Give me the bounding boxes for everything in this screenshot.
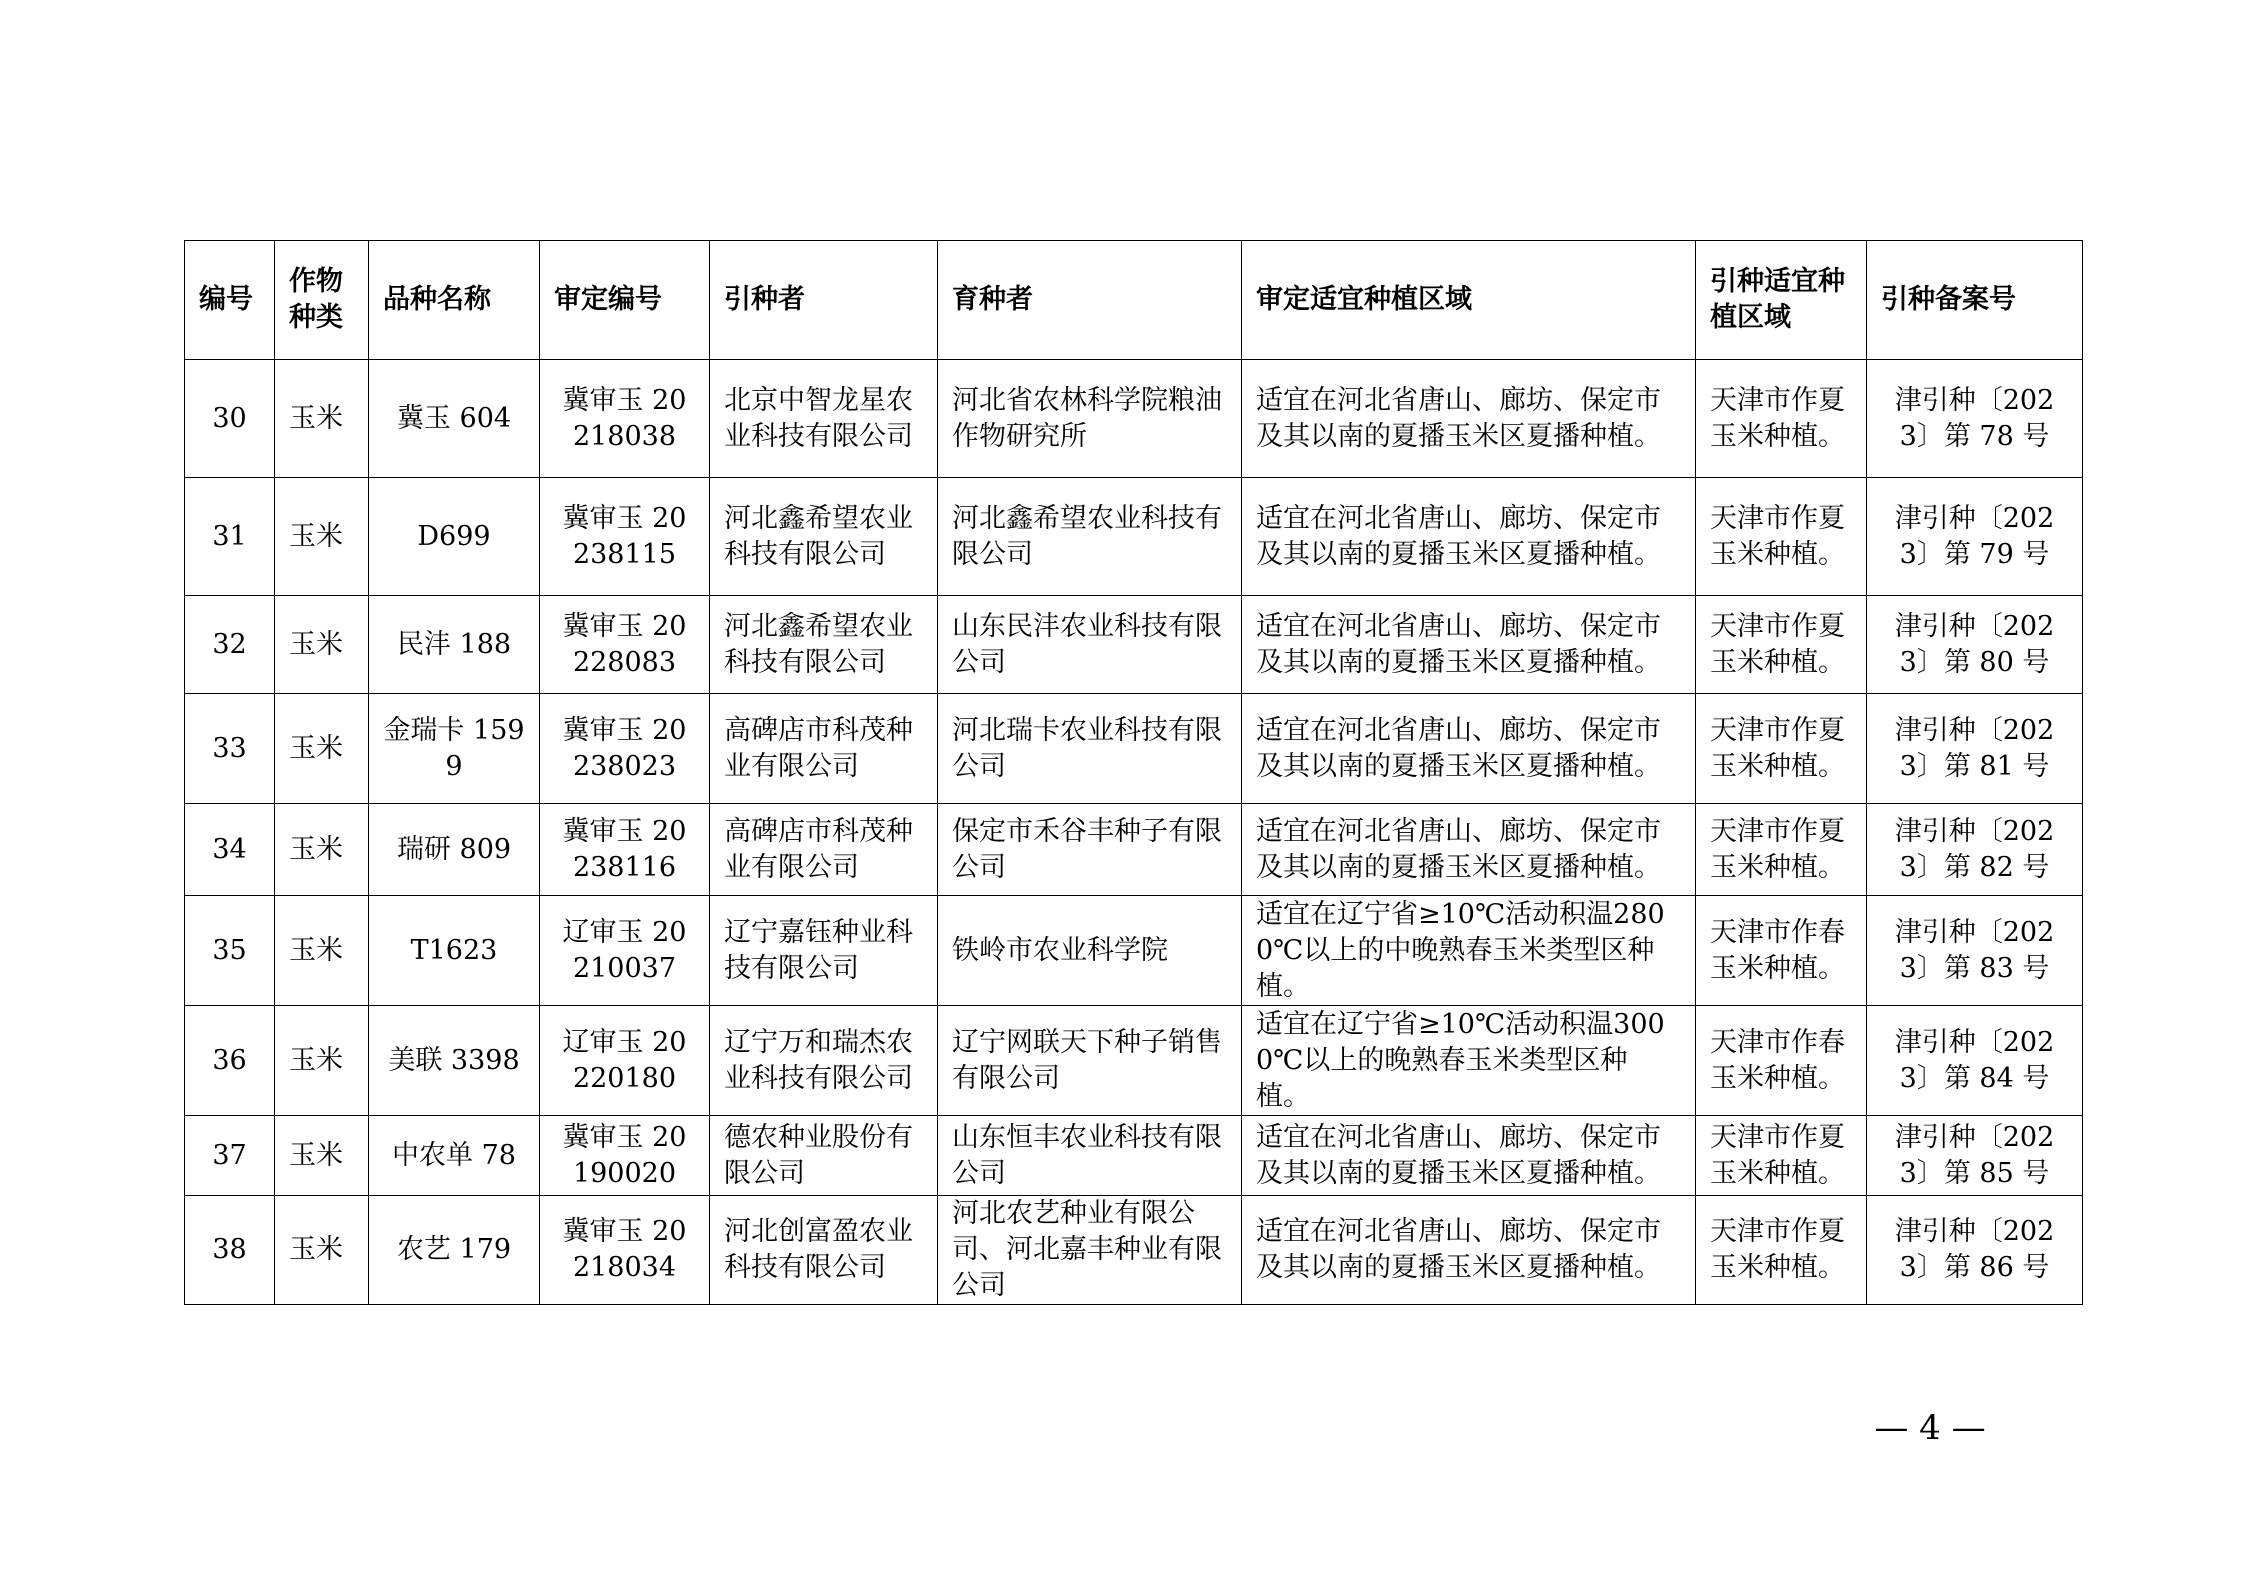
cell-crop-type: 玉米 bbox=[275, 1116, 369, 1196]
cell-variety-name: 中农单 78 bbox=[369, 1116, 540, 1196]
cell-introducer: 河北鑫希望农业科技有限公司 bbox=[710, 478, 938, 596]
cell-introducer: 高碑店市科茂种业有限公司 bbox=[710, 804, 938, 896]
cell-approval-number: 冀审玉 20218038 bbox=[540, 360, 710, 478]
cell-introduction-region: 天津市作夏玉米种植。 bbox=[1696, 360, 1867, 478]
cell-crop-type: 玉米 bbox=[275, 896, 369, 1006]
cell-filing-number: 津引种〔2023〕第 83 号 bbox=[1867, 896, 2083, 1006]
cell-number: 36 bbox=[185, 1006, 275, 1116]
cell-variety-name: 冀玉 604 bbox=[369, 360, 540, 478]
table-row bbox=[185, 694, 2083, 804]
table-body bbox=[185, 360, 2083, 1305]
cell-variety-name: D699 bbox=[369, 478, 540, 596]
cell-introducer: 河北创富盈农业科技有限公司 bbox=[710, 1196, 938, 1305]
cell-introducer: 德农种业股份有限公司 bbox=[710, 1116, 938, 1196]
cell-approval-number: 冀审玉 20238023 bbox=[540, 694, 710, 804]
cell-breeder: 河北瑞卡农业科技有限公司 bbox=[938, 694, 1242, 804]
cell-filing-number: 津引种〔2023〕第 80 号 bbox=[1867, 596, 2083, 694]
table-row bbox=[185, 804, 2083, 896]
cell-introduction-region: 天津市作夏玉米种植。 bbox=[1696, 1196, 1867, 1305]
cell-approval-number: 冀审玉 20218034 bbox=[540, 1196, 710, 1305]
table-row bbox=[185, 596, 2083, 694]
cell-introducer: 河北鑫希望农业科技有限公司 bbox=[710, 596, 938, 694]
cell-crop-type: 玉米 bbox=[275, 804, 369, 896]
cell-crop-type: 玉米 bbox=[275, 596, 369, 694]
cell-introduction-region: 天津市作夏玉米种植。 bbox=[1696, 804, 1867, 896]
cell-number: 31 bbox=[185, 478, 275, 596]
header-introduction-region: 引种适宜种植区域 bbox=[1696, 241, 1867, 360]
cell-variety-name: 金瑞卡 1599 bbox=[369, 694, 540, 804]
cell-number: 32 bbox=[185, 596, 275, 694]
table-row bbox=[185, 1116, 2083, 1196]
header-number: 编号 bbox=[185, 241, 275, 360]
cell-number: 30 bbox=[185, 360, 275, 478]
cell-approval-number: 冀审玉 20190020 bbox=[540, 1116, 710, 1196]
cell-variety-name: 农艺 179 bbox=[369, 1196, 540, 1305]
cell-approved-region: 适宜在河北省唐山、廊坊、保定市及其以南的夏播玉米区夏播种植。 bbox=[1242, 1196, 1696, 1305]
cell-breeder: 河北鑫希望农业科技有限公司 bbox=[938, 478, 1242, 596]
cell-number: 34 bbox=[185, 804, 275, 896]
cell-number: 38 bbox=[185, 1196, 275, 1305]
header-variety-name: 品种名称 bbox=[369, 241, 540, 360]
cell-introducer: 辽宁嘉钰种业科技有限公司 bbox=[710, 896, 938, 1006]
header-breeder: 育种者 bbox=[938, 241, 1242, 360]
cell-approved-region: 适宜在河北省唐山、廊坊、保定市及其以南的夏播玉米区夏播种植。 bbox=[1242, 360, 1696, 478]
cell-breeder: 山东恒丰农业科技有限公司 bbox=[938, 1116, 1242, 1196]
cell-introduction-region: 天津市作夏玉米种植。 bbox=[1696, 694, 1867, 804]
table-row bbox=[185, 478, 2083, 596]
cell-filing-number: 津引种〔2023〕第 84 号 bbox=[1867, 1006, 2083, 1116]
header-approval-number: 审定编号 bbox=[540, 241, 710, 360]
cell-crop-type: 玉米 bbox=[275, 360, 369, 478]
cell-number: 33 bbox=[185, 694, 275, 804]
cell-introduction-region: 天津市作夏玉米种植。 bbox=[1696, 478, 1867, 596]
cell-introduction-region: 天津市作夏玉米种植。 bbox=[1696, 596, 1867, 694]
cell-number: 35 bbox=[185, 896, 275, 1006]
cell-approved-region: 适宜在辽宁省≥10℃活动积温2800℃以上的中晚熟春玉米类型区种植。 bbox=[1242, 896, 1696, 1006]
cell-introduction-region: 天津市作春玉米种植。 bbox=[1696, 1006, 1867, 1116]
header-filing-number: 引种备案号 bbox=[1867, 241, 2083, 360]
header-approved-region: 审定适宜种植区域 bbox=[1242, 241, 1696, 360]
cell-approved-region: 适宜在河北省唐山、廊坊、保定市及其以南的夏播玉米区夏播种植。 bbox=[1242, 804, 1696, 896]
cell-introducer: 辽宁万和瑞杰农业科技有限公司 bbox=[710, 1006, 938, 1116]
cell-filing-number: 津引种〔2023〕第 81 号 bbox=[1867, 694, 2083, 804]
cell-variety-name: 美联 3398 bbox=[369, 1006, 540, 1116]
cell-approval-number: 冀审玉 20238115 bbox=[540, 478, 710, 596]
cell-crop-type: 玉米 bbox=[275, 694, 369, 804]
table-header-row bbox=[185, 241, 2083, 360]
cell-crop-type: 玉米 bbox=[275, 1006, 369, 1116]
seed-variety-table bbox=[184, 240, 2083, 1305]
cell-filing-number: 津引种〔2023〕第 85 号 bbox=[1867, 1116, 2083, 1196]
cell-variety-name: 瑞研 809 bbox=[369, 804, 540, 896]
cell-approval-number: 冀审玉 20238116 bbox=[540, 804, 710, 896]
cell-filing-number: 津引种〔2023〕第 82 号 bbox=[1867, 804, 2083, 896]
cell-approved-region: 适宜在河北省唐山、廊坊、保定市及其以南的夏播玉米区夏播种植。 bbox=[1242, 694, 1696, 804]
cell-crop-type: 玉米 bbox=[275, 478, 369, 596]
cell-breeder: 保定市禾谷丰种子有限公司 bbox=[938, 804, 1242, 896]
cell-breeder: 河北省农林科学院粮油作物研究所 bbox=[938, 360, 1242, 478]
table-row bbox=[185, 1006, 2083, 1116]
cell-filing-number: 津引种〔2023〕第 79 号 bbox=[1867, 478, 2083, 596]
cell-approved-region: 适宜在河北省唐山、廊坊、保定市及其以南的夏播玉米区夏播种植。 bbox=[1242, 1116, 1696, 1196]
cell-variety-name: 民沣 188 bbox=[369, 596, 540, 694]
cell-approval-number: 冀审玉 20228083 bbox=[540, 596, 710, 694]
cell-number: 37 bbox=[185, 1116, 275, 1196]
cell-approved-region: 适宜在辽宁省≥10℃活动积温3000℃以上的晚熟春玉米类型区种植。 bbox=[1242, 1006, 1696, 1116]
cell-breeder: 辽宁网联天下种子销售有限公司 bbox=[938, 1006, 1242, 1116]
cell-breeder: 铁岭市农业科学院 bbox=[938, 896, 1242, 1006]
table-row bbox=[185, 896, 2083, 1006]
cell-filing-number: 津引种〔2023〕第 78 号 bbox=[1867, 360, 2083, 478]
cell-approval-number: 辽审玉 20220180 bbox=[540, 1006, 710, 1116]
cell-introducer: 高碑店市科茂种业有限公司 bbox=[710, 694, 938, 804]
cell-approved-region: 适宜在河北省唐山、廊坊、保定市及其以南的夏播玉米区夏播种植。 bbox=[1242, 596, 1696, 694]
table-row bbox=[185, 360, 2083, 478]
cell-breeder: 河北农艺种业有限公司、河北嘉丰种业有限公司 bbox=[938, 1196, 1242, 1305]
cell-introduction-region: 天津市作夏玉米种植。 bbox=[1696, 1116, 1867, 1196]
cell-approval-number: 辽审玉 20210037 bbox=[540, 896, 710, 1006]
cell-variety-name: T1623 bbox=[369, 896, 540, 1006]
page-number: — 4 — bbox=[1874, 1408, 1986, 1448]
cell-filing-number: 津引种〔2023〕第 86 号 bbox=[1867, 1196, 2083, 1305]
cell-breeder: 山东民沣农业科技有限公司 bbox=[938, 596, 1242, 694]
cell-introducer: 北京中智龙星农业科技有限公司 bbox=[710, 360, 938, 478]
table-row bbox=[185, 1196, 2083, 1305]
header-introducer: 引种者 bbox=[710, 241, 938, 360]
cell-approved-region: 适宜在河北省唐山、廊坊、保定市及其以南的夏播玉米区夏播种植。 bbox=[1242, 478, 1696, 596]
cell-crop-type: 玉米 bbox=[275, 1196, 369, 1305]
cell-introduction-region: 天津市作春玉米种植。 bbox=[1696, 896, 1867, 1006]
header-crop-type: 作物种类 bbox=[275, 241, 369, 360]
